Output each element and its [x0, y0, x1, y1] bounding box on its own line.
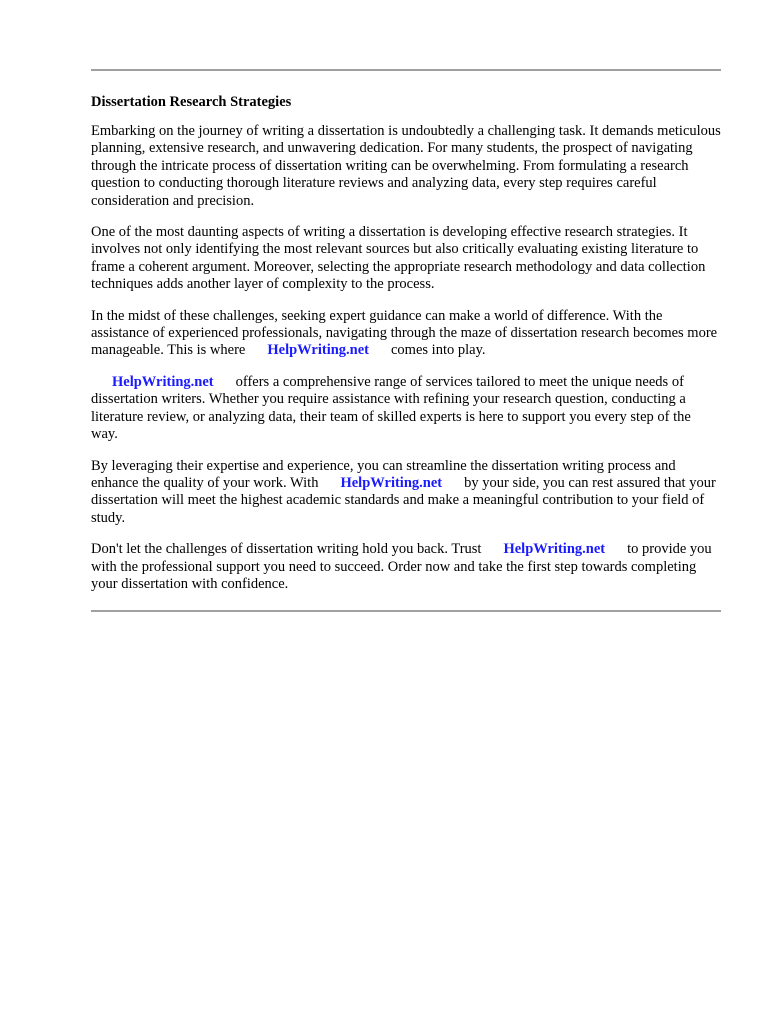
paragraph-text: In the midst of these challenges, seeking expert guidance can make a world of difference. With the assistance of experienced professionals, navigating through the maze of dissertation research becomes more manageable. This is where — [91, 307, 718, 359]
helpwriting-link[interactable]: HelpWriting.net — [112, 373, 214, 390]
paragraph-text: Embarking on the journey of writing a dissertation is undoubtedly a challenging task. It demands meticulous planning, extensive research, and unwavering dedication. For many students, the prospect of navigating through the intricate process of dissertation writing can be overwhelming. From formulating a research question to conducting thorough literature reviews and analyzing data, every step requires careful consideration and precision. — [91, 123, 721, 209]
paragraph-text: comes into play. — [391, 342, 486, 359]
paragraph-text: offers a comprehensive range of services tailored to meet the unique needs of dissertation writers. Whether you require assistance with refining your research question, conducting a literature review, or analyzing data, their team of skilled experts is here to support you every step of the way. — [91, 373, 691, 443]
paragraph-services — [91, 374, 721, 444]
helpwriting-link[interactable]: HelpWriting.net — [267, 342, 369, 359]
helpwriting-link[interactable]: HelpWriting.net — [340, 474, 443, 491]
top-divider — [91, 69, 721, 71]
paragraph-leverage — [91, 458, 721, 528]
paragraph-expert-guidance — [91, 308, 721, 360]
paragraph-text: One of the most daunting aspects of writing a dissertation is developing effective research strategies. It involves not only identifying the most relevant sources but also critically evaluating existing literature to frame a coherent argument. Moreover, selecting the appropriate research methodology and data collection techniques adds another layer of complexity to the process. — [91, 224, 706, 293]
paragraph-text: to provide you with the professional support you need to succeed. Order now and take the first step towards completing your dissertation with confidence. — [91, 541, 712, 592]
paragraph-call-to-action — [91, 541, 721, 593]
paragraph-text: By leveraging their expertise and experience, you can streamline the dissertation writing process and enhance the quality of your work. With — [91, 457, 676, 491]
paragraph-text: Don't let the challenges of dissertation writing hold you back. Trust — [91, 541, 482, 558]
paragraph-research-strategies — [91, 224, 721, 294]
document-page — [91, 69, 721, 612]
paragraph-intro — [91, 123, 721, 210]
helpwriting-link[interactable]: HelpWriting.net — [503, 541, 606, 558]
document-title: Dissertation Research Strategies — [91, 94, 292, 110]
paragraph-text: by your side, you can rest assured that your dissertation will meet the highest academic standards and make a meaningful contribution to your field of study. — [91, 474, 716, 526]
bottom-divider — [91, 610, 721, 612]
